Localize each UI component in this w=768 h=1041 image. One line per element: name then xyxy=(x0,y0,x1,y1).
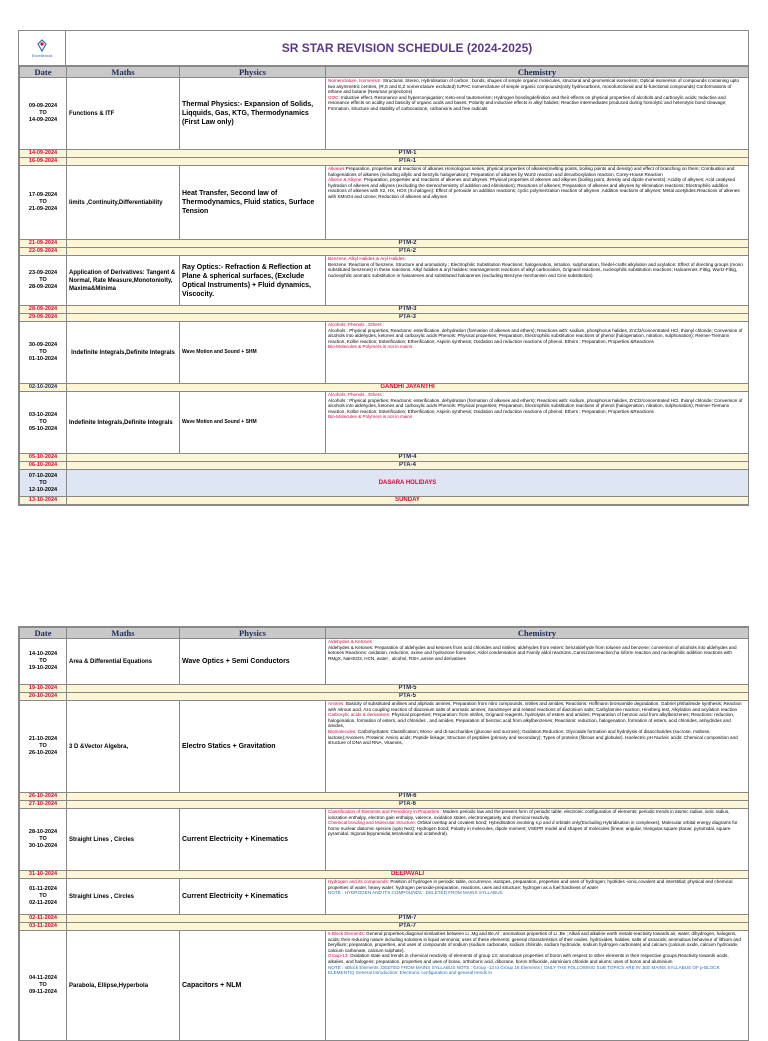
schedule-table-2 xyxy=(19,627,749,1041)
physics-topic: Ray Optics:- Refraction & Reflection at Plane & spherical surfaces, (Exclude Optical Instruments) + Fluid dynamics, Viscocity. xyxy=(180,256,326,306)
event-row: 27-10-2024 PTA-6 xyxy=(20,801,749,809)
chemistry-topic: Alkanes:Preparation, properties and reactions of alkanes.Homologous series, physical properties of alkanes(melting points, boiling points and density) and effect of branching on them; Combustion and halogenations of alkanes (including allylic and benzylic halogenation); Preparation of alkanes by Wurtz reaction and decarboxylation reaction, Corey-House Reaction Alkene & Alkyne: Preparation, properties and reactions of alkenes and alkynes. Physical properties of alkenes and alkynes (boiling point, density and dipole moments); Acidity of alkynes; Acid catalysed hydration of alkenes and alkynes (excluding the stereochemistry of addition and elimination); Reactions of alkenes; Preparation of alkenes and alkynes by elimination reactions; Electrophilic addition reactions of alkenes with X2, HX, HOX (X=halogen); Effect of peroxide on addition reactions; cyclic polymerization reaction of alkynes ,Addition reactions of alkynes; Metal acetylides.Reactions of alkenes with KMnO4 and ozone; Reduction of alkenes and alkynes xyxy=(326,166,749,240)
date-range: 09-09-2024 TO 14-09-2024 xyxy=(20,78,67,150)
chemistry-topic: Amines: Basicity of substituted anilines and aliphatic amines, Preparation from nitro compounds, nitriles and amides; Reactions: Hoffmann bromamide degradation, Gabriel phthalimide synthesis; Reaction with nitrous acid, Azo coupling reaction of diazonium salts of aromatic amines; Sandmeyer and related reactions of diazonium salts; Carbylamine reaction, Hinsberg test, Alkylation and acylation reaction Carboxylic acids & derivatives: Physical properties; Preparation: from nitriles, Grignard reagents, hydrolysis of esters and amides; Preparation of benzoic acid from alkylbenzenes; Reactions: reduction, halogenation, formation of esters, acid chlorides , and amides, Preparation of benzoic acid from alkylbenzenes; Reactions: reduction, halogenation, formation of esters, acid chlorides, anhydrides and amides, Biomolecules: Carbohydrates: Classification; Mono- and di-saccharides (glucose and sucrose); Oxidation;Reduction; Glycoside formation and hydrolysis of disaccharides (sucrose, maltose, lactose);Anomers. Proteins: Amino acids; Peptide linkage; Structure of peptides (primary and secondary); Types of proteins (fibrous and globular). Isoelectric pH Nucleic acids: Chemical composition and structure of DNA and RNA, Vitamins, xyxy=(326,701,749,793)
header-physics: Physics xyxy=(180,628,326,639)
event-row: 29-09-2024 PTA-3 xyxy=(20,314,749,322)
physics-topic: Capacitors + NLM xyxy=(180,931,326,1041)
maths-topic: Indefinite Integrals,Definite Integrals xyxy=(67,392,180,454)
physics-topic: Thermal Physics:- Expansion of Solids, Liqquids, Gas, KTG, Thermodynamics (First Law only) xyxy=(180,78,326,150)
physics-topic: Wave Motion and Sound + SHM xyxy=(180,392,326,454)
event-row: 02-10-2024 GANDHI JAYANTHI xyxy=(20,384,749,392)
event-row: 03-11-2024 PTA-7 xyxy=(20,923,749,931)
chemistry-topic: Alcohols, Phenols , Ethers : Alcohols : Physical properties; Reactions: esterification, dehydration (formation of alkenes and ethers); Reactions with: sodium, phosphorus halides, ZnCl2/concentrated HCl, thionyl chloride; Conversion of alcohols into aldehydes, ketones and carboxylic acids Phenols: Physical properties; Preparation, Electrophilic substitution reactions of phenol (halogenation, nitration, sulphonation); Reimer-Tiemann reaction, Kolbe reaction; Esterification; Etherification; Aspirin synthesis; Oxidation and reduction reactions of phenol. Ethers : Preparation, Properties &Reactions Bio-Molecules & Polymers is not in mains xyxy=(326,322,749,384)
table-row xyxy=(20,879,749,915)
table-row xyxy=(20,931,749,1041)
event-row: 05-10-2024 PTM-4 xyxy=(20,454,749,462)
header-chemistry: Chemistry xyxy=(326,628,749,639)
event-row: 26-10-2024 PTM-6 xyxy=(20,793,749,801)
maths-topic: Parabola, Ellipse,Hyperbola xyxy=(67,931,180,1041)
event-row: 02-11-2024 PTM-7 xyxy=(20,915,749,923)
event-row: 14-09-2024 PTM-1 xyxy=(20,150,749,158)
page-title: SR STAR REVISION SCHEDULE (2024-2025) xyxy=(281,41,533,55)
maths-topic: Application of Derivatives: Tangent & Normal, Rate Measure,Monotoniolty, Maxima&Minima xyxy=(67,256,180,306)
chemistry-topic: s-Block Elements: General properties,diagonal similarities between Li ,Mg and Be,Al ; anomalous properties of Li ,Be ; Alkali and alkaline earth metals-reactivity towards air, water, dihydrogen, halogens, acids; their reducing nature including solutions in liquid ammonia; uses of these elements; general characteristics of their oxides, hydroxides, halides, salts of oxoacids; anomalous behaviour of lithium and beryllium; preparation, properties, and uses of compounds of sodium (sodium carbonate, sodium chloride, sodium hydroxide, sodium hydrogen carbonate) and calcium (calcium oxide, calcium hydroxide, calcium carbonate, calcium sulphate). Group-13: Oxidation state and trends in chemical reactivity of elements of group 13; anomalous properties of boron with respect to other elements in their respective groups,Reactivity towards acids, alkalies, and halogens; preparation, properties and uses of borax, orthoboric acid, diborane, boron trifluoride, aluminium chloride and alums; uses of boron and aluminium NOTE : sBlock Elements :DEETED FROM MAINS SYLLABUS NOTE : Group -13 to Group 18 Elements ( ONLY THE FOLLOWING SUB TOPICS ARE IN JEE MAINS SYLLABUS OF p-BLOCK ELEMENTS) General Introduction: Electronic configuration and general trends in xyxy=(326,931,749,1041)
title-bar xyxy=(19,31,748,66)
physics-topic: Heat Transfer, Second law of Thermodynamics, Fluid statics, Surface Tension xyxy=(180,166,326,240)
event-row: 28-09-2024 PTM-3 xyxy=(20,306,749,314)
table-row xyxy=(20,78,749,150)
date-range: 17-09-2024 TO 21-09-2024 xyxy=(20,166,67,240)
table-row xyxy=(20,166,749,240)
maths-topic: limits ,Continuity,Differentiability xyxy=(67,166,180,240)
chemistry-topic: Benzene, Alkyl Halides & Aryl Halides: Benzene :Reactions of benzene, Structure and aromaticity ; Electrophilic Substitution Reactions; halogenation, nitration, sulphonation, friedel-crafts alkylation and acylation; Effect of directing groups (mono substituted benzenes) in these reactions. Alkyl halides & aryl halides: rearrangement reactions of alkyl carbocation, Grignard reactions, nucleophilic substitution reactions; Haloarenes :Fittig, Wurtz-Fittig, nucleophilic aromatic substitution in haloarenes and substituted haloarenes (excluding Benzyne mechanism and Cine substitution) xyxy=(326,256,749,306)
header-date: Date xyxy=(20,628,67,639)
header-chemistry: Chemistry xyxy=(326,67,749,78)
table-row xyxy=(20,809,749,871)
holiday-row xyxy=(20,470,749,497)
date-range: 28-10-2024 TO 30-10-2024 xyxy=(20,809,67,871)
logo-text: Excellencia xyxy=(31,52,53,58)
date-range: 01-11-2024 TO 02-11-2024 xyxy=(20,879,67,915)
date-range: 14-10-2024 TO 19-10-2024 xyxy=(20,639,67,685)
event-row: 16-09-2024 PTA-1 xyxy=(20,158,749,166)
header-row xyxy=(20,67,749,78)
table-row xyxy=(20,256,749,306)
physics-topic: Wave Motion and Sound + SHM xyxy=(180,322,326,384)
event-row: 19-10-2024 PTM-5 xyxy=(20,685,749,693)
maths-topic: Functions & ITF xyxy=(67,78,180,150)
header-date: Date xyxy=(20,67,67,78)
date-range: 21-10-2024 TO 26-10-2024 xyxy=(20,701,67,793)
physics-topic: Current Electricity + Kinematics xyxy=(180,879,326,915)
table-row xyxy=(20,701,749,793)
holiday-label: DASARA HOLIDAYS xyxy=(67,470,749,497)
date-range: 03-10-2024 TO 05-10-2024 xyxy=(20,392,67,454)
chemistry-topic: Classification of Elements and Periodicity in Properties : Modern periodic law and the present form of periodic table; electronic configuration of elements; periodic trends in atomic radius, ionic radius, ionization enthalpy, electron gain enthalpy, valence, oxidation states, electronegativity and chemical reactivity. Chemical bonding and Molecular Structure: Orbital overlap and covalent bond; Hybridisation involving s,p and d orbitals only(Excluding Hybridisation in complexes); Molecular orbital energy diagrams for homo nuclear diatomic species (upto Ne2); Hydrogen bond; Polarity in molecules, dipole moment; VSEPR model and shapes of molecules (linear, angular, triangular,square planar, pyramidal, square pyramidal, trigonal bipyramidal,tetrahedral and octahedral). xyxy=(326,809,749,871)
schedule-block-1 xyxy=(18,30,749,506)
maths-topic: Area & Differential Equations xyxy=(67,639,180,685)
event-row: 13-10-2024 SUNDAY xyxy=(20,497,749,505)
schedule-block-2 xyxy=(18,626,749,1041)
date-range: 23-09-2024 TO 28-09-2024 xyxy=(20,256,67,306)
physics-topic: Electro Statics + Gravitation xyxy=(180,701,326,793)
maths-topic: 3 D &Vector Algebra, xyxy=(67,701,180,793)
logo xyxy=(19,31,66,65)
table-row xyxy=(20,322,749,384)
header-physics: Physics xyxy=(180,67,326,78)
chemistry-topic: Alcohols, Phenols , Ethers : Alcohols : Physical properties; Reactions: esterification, dehydration (formation of alkenes and ethers); Reactions with: sodium, phosphorus halides, ZnCl2/concentrated HCl, thionyl chloride; Conversion of alcohols into aldehydes, ketones and carboxylic acids Phenols: Physical properties; Preparation, Electrophilic substitution reactions of phenol (halogenation, nitration, sulphonation); Reimer-Tiemann reaction, Kolbe reaction; Esterification; Etherification; Aspirin synthesis; Oxidation and reduction reactions of phenol. Ethers : Preparation, Properties &Reactions Bio-Molecules & Polymers is not in mains xyxy=(326,392,749,454)
physics-topic: Wave Optics + Semi Conductors xyxy=(180,639,326,685)
maths-topic: Straight Lines , Circles xyxy=(67,879,180,915)
chemistry-topic: Nomenclature, Isomerism: Structural, Stereo, Hybridisation of carbon ; bonds, shapes of simple organic molecules, structural and geometrical isomerism; Optical isomerism of compounds containing upto two asymmetric centres, (R,S and E,Z nomenclature excluded) IUPAC nomenclature of simple organic compounds(only hydrocarbons, monofunctional and bi-functional compounds) Conformations of ethane and butane (Newman projections) GOC: Inductive effect, Resonance and hyperconjugation; Keto-enol tautomerism; Hydrogen bondingdefinition and their effects on physical properties of alcohols and carboxylic acids; Inductive and resonance effects on acidity and basicity of organic acids and bases; Polarity and inductive effects in alkyl halides; Reactive intermediates produced during homolytic and heterolytic bond cleavage; Formation, structure and stability of carbocations, carbanions and free radicals xyxy=(326,78,749,150)
event-row: 06-10-2024 PTA-4 xyxy=(20,462,749,470)
physics-topic: Current Electricity + Kinematics xyxy=(180,809,326,871)
header-maths: Maths xyxy=(67,628,180,639)
date-range: 30-09-2024 TO 01-10-2024 xyxy=(20,322,67,384)
header-maths: Maths xyxy=(67,67,180,78)
chemistry-topic: Aldehydes & Ketones : Aldehydes & Ketones: Preparation of aldehydes and ketones from acid chlorides and nitriles; aldehydes from esters; benzaldehyde from toluene and benzene; conversion of alcohols into aldehydes and ketones Reactions: oxidation, reduction, oxime and hydrazone formation; Aldol condensation and Family aldol reactions.,Cannizzaroreaction;ha loform reaction and nucleophilic addition reactions with RMgX, NaHSO3, HCN, water , alcohol, RSH ,amine and derivatives xyxy=(326,639,749,685)
header-row xyxy=(20,628,749,639)
maths-topic: Indefinite Integrals,Definite Integrals xyxy=(67,322,180,384)
table-row xyxy=(20,392,749,454)
date-range: 07-10-2024 TO 12-10-2024 xyxy=(20,470,67,497)
date-range: 04-11-2024 TO 09-11-2024 xyxy=(20,931,67,1041)
maths-topic: Straight Lines , Circles xyxy=(67,809,180,871)
chemistry-topic: Hydrogen and its compounds: Position of hydrogen in periodic table, occurrence, isotopes, preparation, properties and uses of hydrogen; hydrides -ionic,covalent and interstitial; physical and chemical properties of water, heavy water; hydrogen peroxide-preparation, reactions, uses and structure; hydrogen as a fuel;hardness of water NOTE : HYDROGEN AND ITS COMPOUNDS : DELETED FROM MAINS SYLLABUS xyxy=(326,879,749,915)
table-row xyxy=(20,639,749,685)
event-row: 22-09-2024 PTA-2 xyxy=(20,248,749,256)
schedule-table-1 xyxy=(19,66,749,505)
event-row: 31-10-2024 DEEPAVALI xyxy=(20,871,749,879)
logo-icon xyxy=(33,39,51,53)
event-row: 20-10-2024 PTA-5 xyxy=(20,693,749,701)
event-row: 21-09-2024 PTM-2 xyxy=(20,240,749,248)
